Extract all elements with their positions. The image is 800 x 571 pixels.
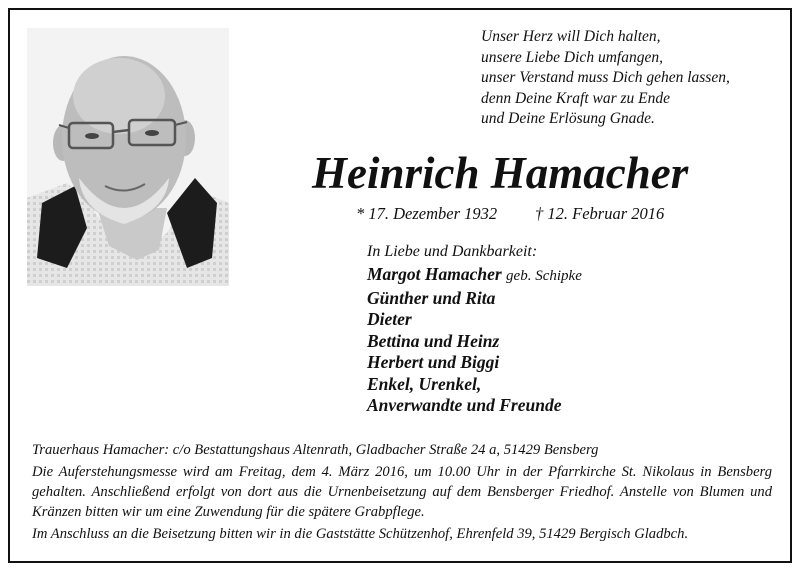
mourner-name: Bettina und Heinz <box>367 330 500 351</box>
mourner-row <box>367 395 767 417</box>
service-details: Die Auferstehungsmesse wird am Freitag, dem 4. März 2016, um 10.00 Uhr in der Pfarrkirche St. Nikolaus in Bensberg gehalten. Anschließend erfolgt von dort aus die Urnenbeisetzung auf dem Bensberger Friedhof. Anstelle von Blumen und Kränzen bitten wir um eine Zuwendung für die spätere Grabpflege. <box>32 464 772 520</box>
mourner-name: Günther und Rita <box>367 287 496 308</box>
mourners-intro: In Liebe und Dankbarkeit: <box>367 243 538 260</box>
mourner-name: Anverwandte und Freunde <box>367 395 562 415</box>
mourner-row <box>367 352 767 374</box>
birth-date: * 17. Dezember 1932 <box>356 204 498 223</box>
poem-line: Unser Herz will Dich halten, <box>481 28 661 45</box>
memorial-poem <box>481 27 781 130</box>
mourner-row <box>367 374 767 396</box>
portrait-photo <box>27 28 229 286</box>
poem-line: unsere Liebe Dich umfangen, <box>481 48 663 66</box>
mourner-row <box>367 288 767 310</box>
poem-line: unser Verstand muss Dich gehen lassen, <box>481 69 730 86</box>
death-date: † 12. Februar 2016 <box>535 204 665 223</box>
notice-footer <box>32 440 772 544</box>
mourner-name: Margot Hamacher <box>367 264 502 284</box>
mourner-row <box>367 309 767 331</box>
mourner-name: Enkel, Urenkel, <box>367 373 482 394</box>
mourners-list <box>367 264 767 417</box>
mourner-row <box>367 331 767 353</box>
mourner-name: Herbert und Biggi <box>367 352 500 372</box>
poem-line: und Deine Erlösung Gnade. <box>481 110 655 127</box>
mourner-name: Dieter <box>367 309 412 329</box>
mourning-house-address: Trauerhaus Hamacher: c/o Bestattungshaus Altenrath, Gladbacher Straße 24 a, 51429 Bensberg <box>32 442 599 458</box>
mourner-row <box>367 264 767 288</box>
poem-line: denn Deine Kraft war zu Ende <box>481 89 670 107</box>
deceased-name: Heinrich Hamacher <box>312 148 689 198</box>
mourner-birth-name: geb. Schipke <box>506 268 582 284</box>
reception-details: Im Anschluss an die Beisetzung bitten wir in die Gaststätte Schützenhof, Ehrenfeld 39, 51429 Bergisch Gladbch. <box>32 526 689 542</box>
